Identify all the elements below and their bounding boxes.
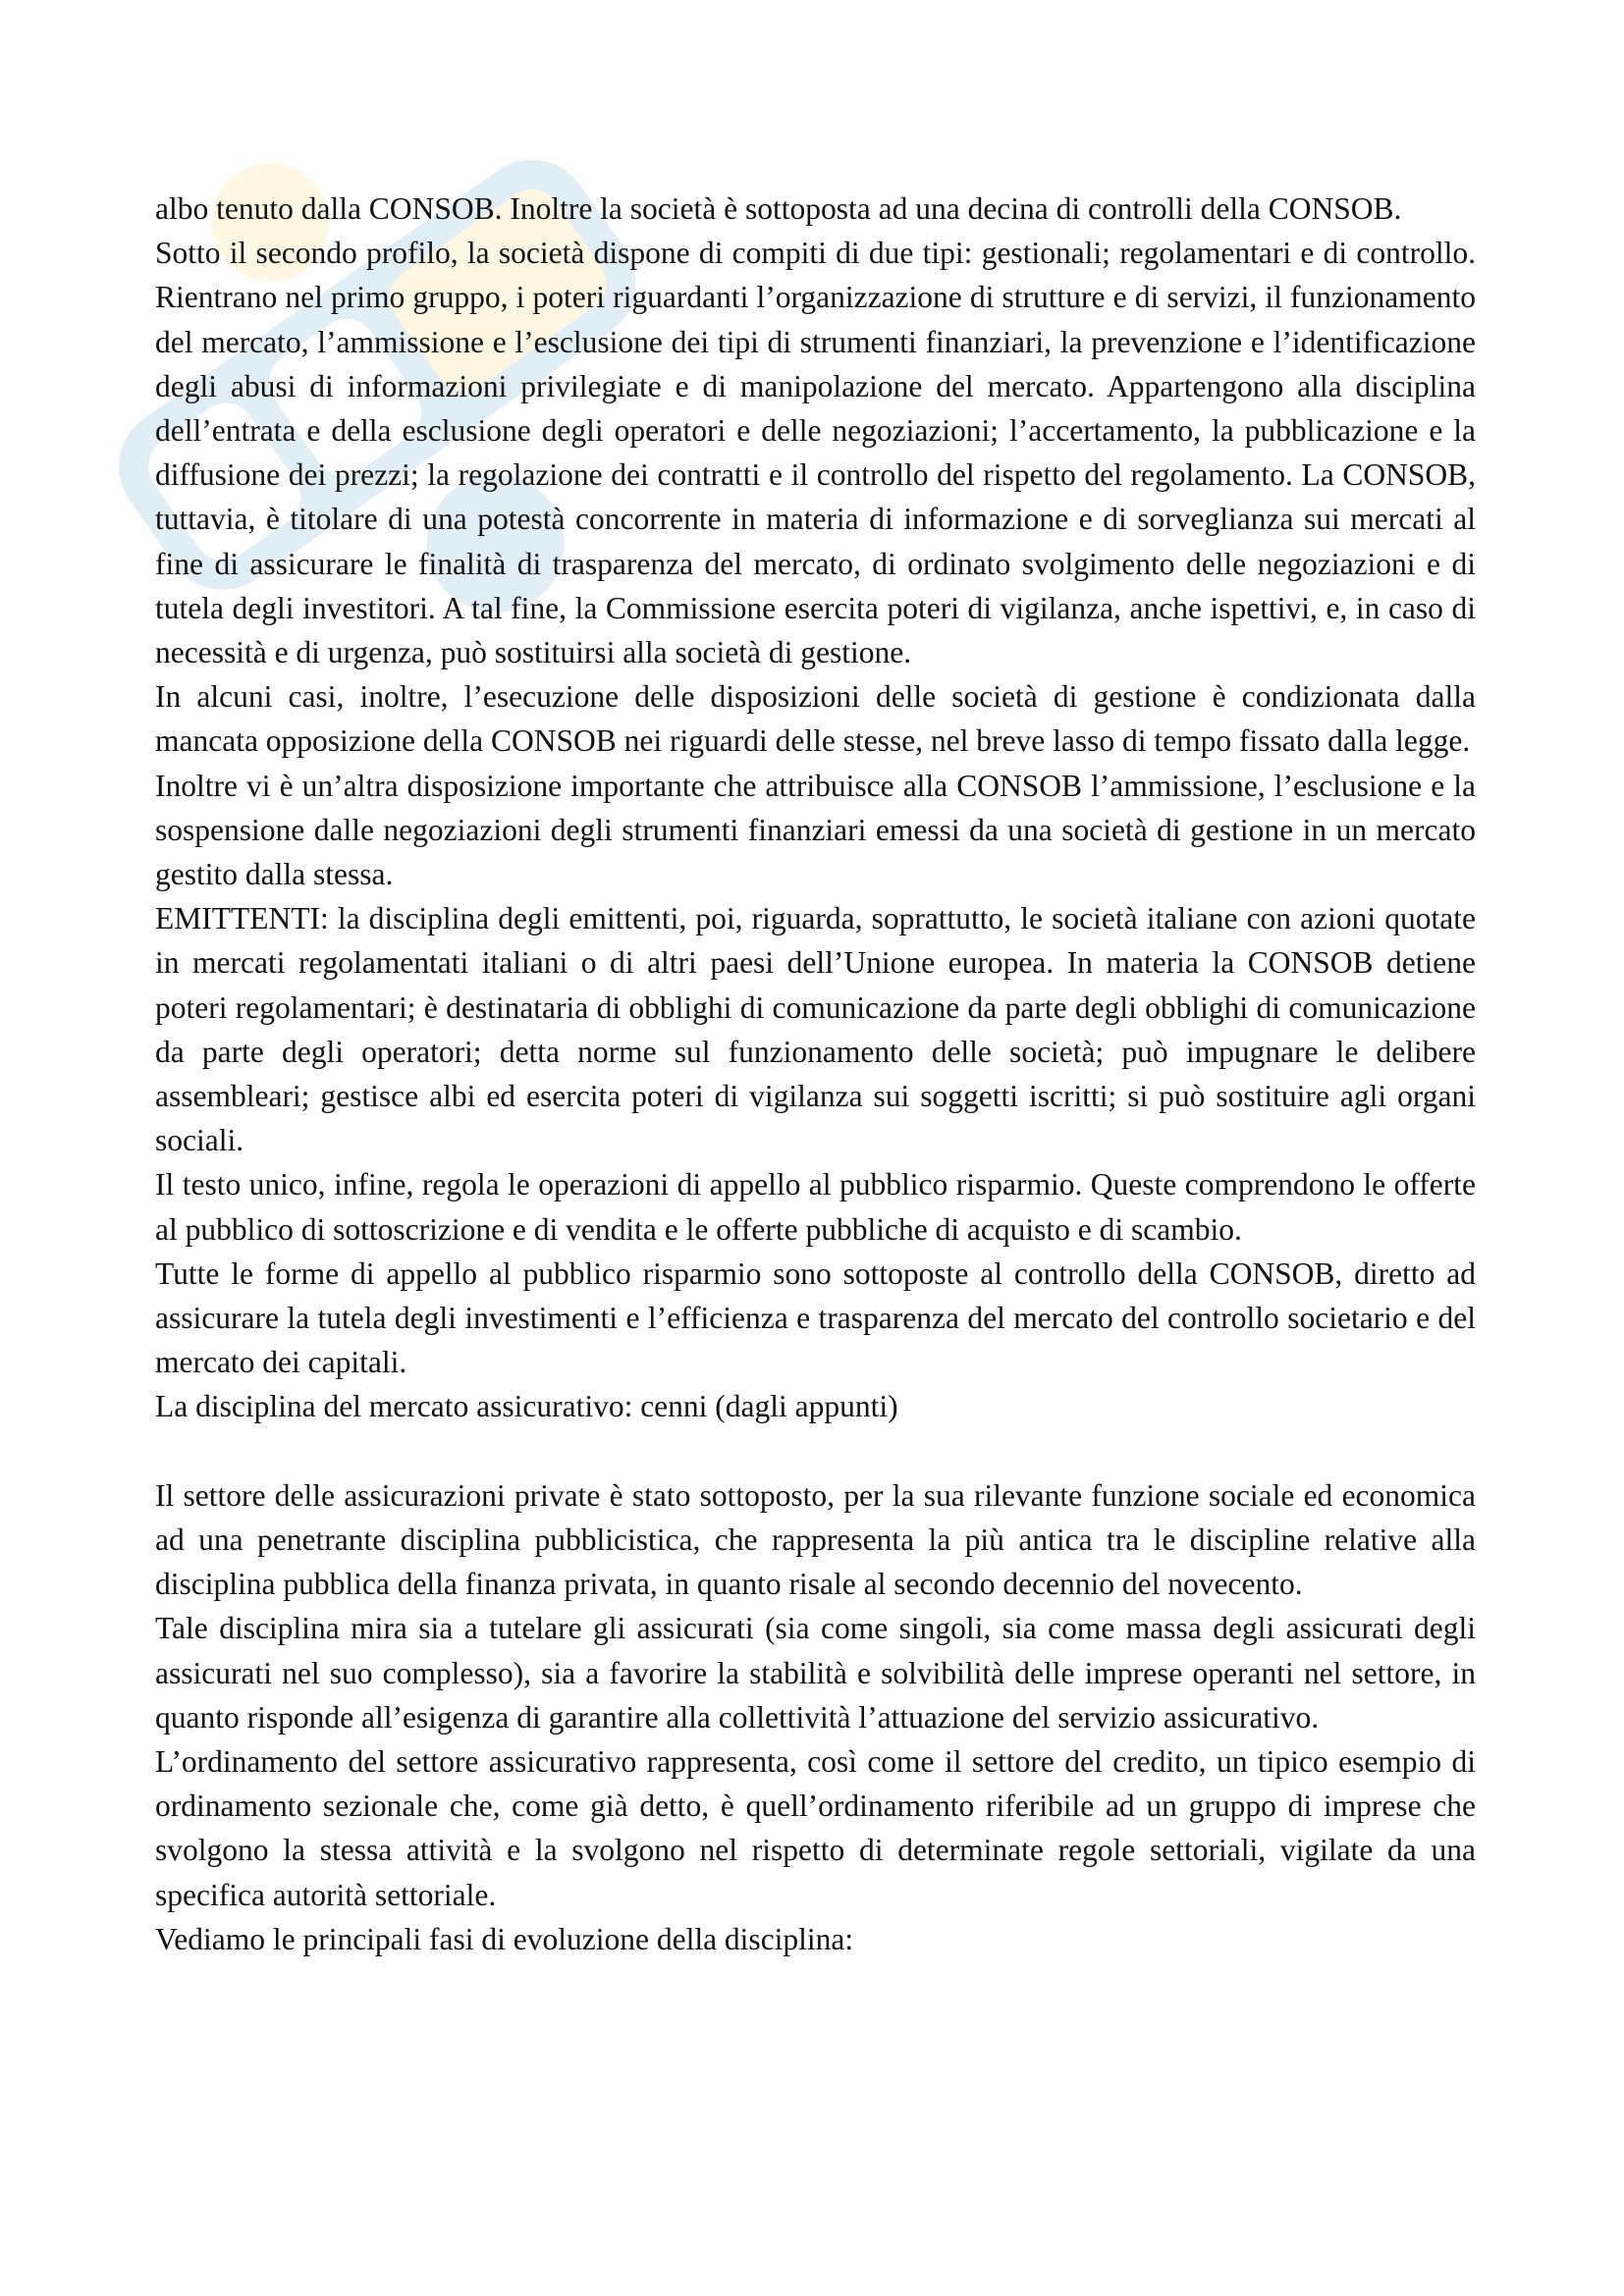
paragraph-10: L’ordinamento del settore assicurativo rappresenta, così come il settore del credito, un tipico esempio di ordinamento sezionale che, come già detto, è quell’ordinamento riferibile ad un gruppo di imprese che svolgono la stessa attività e la svolgono nel rispetto di determinate regole settoriali, vigilate da una specifica autorità settoriale.: [155, 1743, 1476, 1912]
paragraph-1: albo tenuto dalla CONSOB. Inoltre la società è sottoposta ad una decina di controlli della CONSOB.: [155, 191, 1402, 226]
paragraph-6: Il testo unico, infine, regola le operazioni di appello al pubblico risparmio. Queste comprendono le offerte al pubblico di sottoscrizione e di vendita e le offerte pubbliche di acquisto e di scambio.: [155, 1167, 1476, 1247]
body-text: [155, 187, 1476, 1961]
paragraph-7: Tutte le forme di appello al pubblico risparmio sono sottoposte al controllo della CONSOB, diretto ad assicurare la tutela degli investimenti e l’efficienza e trasparenza del mercato del controllo societario e del mercato dei capitali.: [155, 1255, 1476, 1380]
paragraph-9: Tale disciplina mira sia a tutelare gli assicurati (sia come singoli, sia come massa degli assicurati degli assicurati nel suo complesso), sia a favorire la stabilità e solvibilità delle imprese operanti nel settore, in quanto risponde all’esigenza di garantire alla collettività l’attuazione del servizio assicurativo.: [155, 1611, 1476, 1735]
paragraph-2: Sotto il secondo profilo, la società dispone di compiti di due tipi: gestionali; regolamentari e di controllo. Rientrano nel primo gruppo, i poteri riguardanti l’organizzazione di strutture e di servizi, il funzionamento del mercato, l’ammissione e l’esclusione dei tipi di strumenti finanziari, la prevenzione e l’identificazione degli abusi di informazioni privilegiate e di manipolazione del mercato. Appartengono alla disciplina dell’entrata e della esclusione degli operatori e delle negoziazioni; l’accertamento, la pubblicazione e la diffusione dei prezzi; la regolazione dei contratti e il controllo del rispetto del regolamento. La CONSOB, tuttavia, è titolare di una potestà concorrente in materia di informazione e di sorveglianza sui mercati al fine di assicurare le finalità di trasparenza del mercato, di ordinato svolgimento delle negoziazioni e di tutela degli investitori. A tal fine, la Commissione esercita poteri di vigilanza, anche ispettivi, e, in caso di necessità e di urgenza, può sostituirsi alla società di gestione.: [155, 236, 1476, 670]
paragraph-5: EMITTENTI: la disciplina degli emittenti, poi, riguarda, soprattutto, le società italiane con azioni quotate in mercati regolamentati italiani o di altri paesi dell’Unione europea. In materia la CONSOB detiene poteri regolamentari; è destinataria di obblighi di comunicazione da parte degli obblighi di comunicazione da parte degli operatori; detta norme sul funzionamento delle società; può impugnare le delibere assembleari; gestisce albi ed esercita poteri di vigilanza sui soggetti iscritti; si può sostituire agli organi sociali.: [155, 901, 1476, 1158]
section-spacer: [155, 1429, 1476, 1473]
paragraph-4: Inoltre vi è un’altra disposizione importante che attribuisce alla CONSOB l’ammissione, l’esclusione e la sospensione dalle negoziazioni degli strumenti finanziari emessi da una società di gestione in un mercato gestito dalla stessa.: [155, 768, 1476, 892]
paragraph-3: In alcuni casi, inoltre, l’esecuzione delle disposizioni delle società di gestione è condizionata dalla mancata opposizione della CONSOB nei riguardi delle stesse, nel breve lasso di tempo fissato dalla legge.: [155, 679, 1476, 759]
paragraph-11: Vediamo le principali fasi di evoluzione della disciplina:: [155, 1921, 854, 1956]
section-heading: La disciplina del mercato assicurativo: cenni (dagli appunti): [155, 1389, 898, 1424]
paragraph-8: Il settore delle assicurazioni private è stato sottoposto, per la sua rilevante funzione sociale ed economica ad una penetrante disciplina pubblicistica, che rappresenta la più antica tra le discipline relative alla disciplina pubblica della finanza privata, in quanto risale al secondo decennio del novecento.: [155, 1477, 1476, 1602]
